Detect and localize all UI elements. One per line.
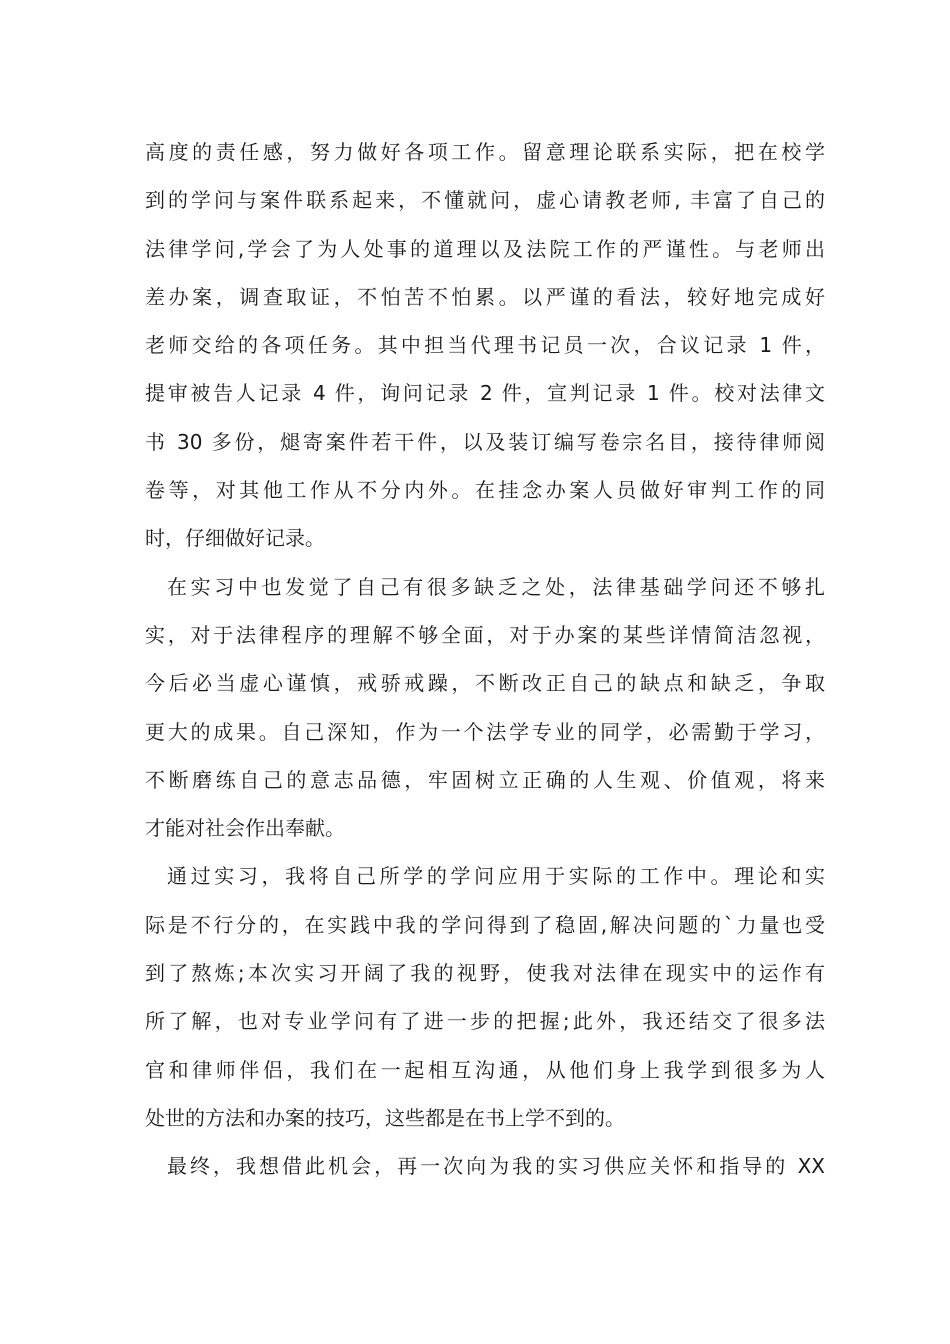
paragraph-2: [145, 563, 825, 853]
text-line: 实，对于法律程序的理解不够全面，对于办案的某些详情简洁忽视，: [145, 622, 825, 647]
text-line: 差办案，调查取证，不怕苦不怕累。以严谨的看法，较好地完成好: [145, 284, 825, 309]
paragraph-3: [145, 852, 825, 1142]
text-line: 不断磨练自己的意志品德，牢固树立正确的人生观、价值观，将来: [145, 767, 825, 792]
text-line: 所了解，也对专业学问有了进一步的把握;此外，我还结交了很多法: [145, 1009, 825, 1034]
text-line: 通过实习，我将自己所学的学问应用于实际的工作中。理论和实: [167, 864, 825, 889]
text-line: 时，仔细做好记录。: [145, 526, 325, 551]
text-line: 今后必当虚心谨慎，戒骄戒躁，不断改正自己的缺点和缺乏，争取: [145, 671, 825, 696]
document-body: [145, 128, 825, 1191]
text-line: 最终，我想借此机会，再一次向为我的实习供应关怀和指导的 XX: [167, 1154, 825, 1179]
paragraph-4: [145, 1142, 825, 1190]
text-line: 才能对社会作出奉献。: [145, 816, 345, 841]
text-line: 更大的成果。自己深知，作为一个法学专业的同学，必需勤于学习，: [145, 719, 825, 744]
text-line: 到了熬炼;本次实习开阔了我的视野，使我对法律在现实中的运作有: [145, 961, 825, 986]
text-line: 老师交给的各项任务。其中担当代理书记员一次，合议记录 1 件，: [145, 333, 825, 358]
text-line: 到的学问与案件联系起来，不懂就问，虚心请教老师, 丰富了自己的: [145, 188, 825, 213]
text-line: 高度的责任感，努力做好各项工作。留意理论联系实际，把在校学: [145, 140, 825, 164]
text-line: 提审被告人记录 4 件，询问记录 2 件，宣判记录 1 件。校对法律文: [145, 381, 825, 406]
text-line: 际是不行分的，在实践中我的学问得到了稳固,解决问题的`力量也受: [145, 912, 825, 937]
text-line: 书 30 多份，煺寄案件若干件，以及装订编写卷宗名目，接待律师阅: [145, 429, 825, 454]
text-line: 法律学问,学会了为人处事的道理以及法院工作的严谨性。与老师出: [145, 236, 825, 261]
text-line: 卷等，对其他工作从不分内外。在挂念办案人员做好审判工作的同: [145, 478, 825, 503]
text-line: 处世的方法和办案的技巧，这些都是在书上学不到的。: [145, 1105, 625, 1130]
text-line: 官和律师伴侣，我们在一起相互沟通，从他们身上我学到很多为人: [145, 1057, 825, 1082]
paragraph-1: [145, 128, 825, 563]
text-line: 在实习中也发觉了自己有很多缺乏之处，法律基础学问还不够扎: [167, 574, 825, 599]
